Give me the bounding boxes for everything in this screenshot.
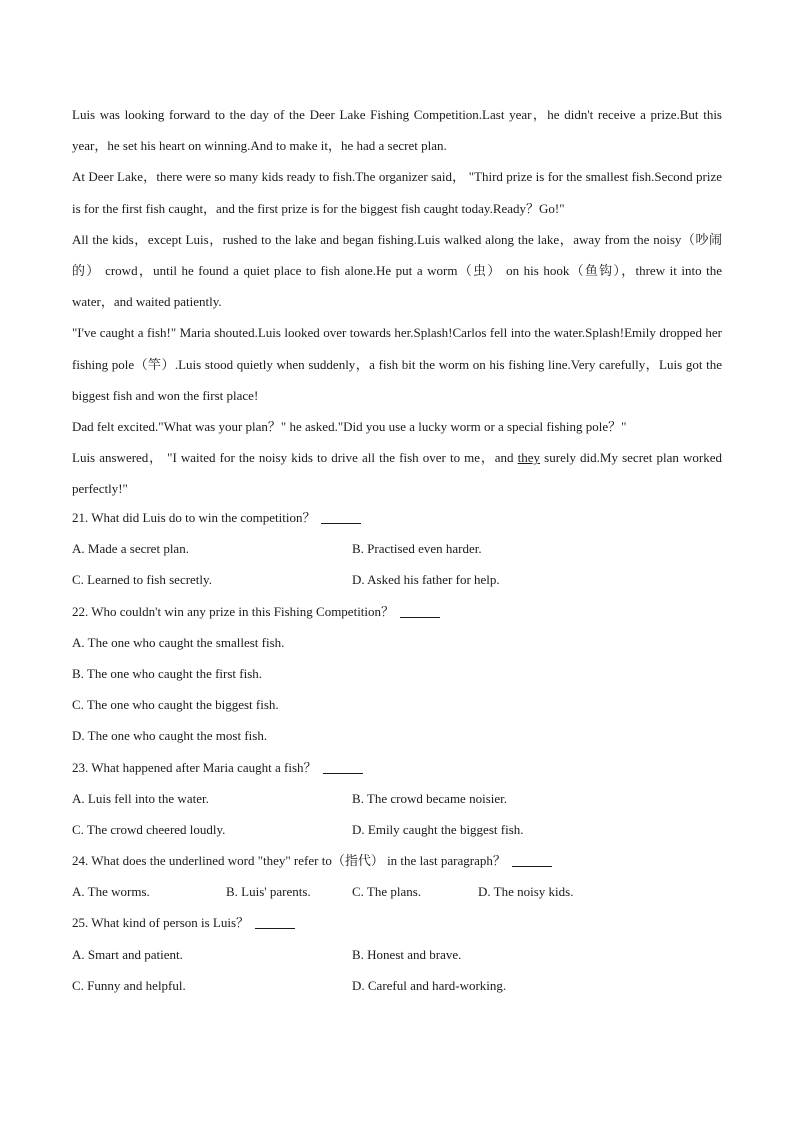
option-c: C. The crowd cheered loudly.	[72, 821, 226, 837]
option-c: C. Funny and helpful.	[72, 977, 186, 993]
paragraph-6-text-after: surely did.My secret plan worked perfectly!"	[72, 450, 722, 497]
option-d: D. The noisy kids.	[478, 884, 574, 900]
option-d: D. The one who caught the most fish.	[72, 728, 268, 744]
answer-blank	[255, 927, 295, 929]
option-d: D. Careful and hard-working.	[352, 977, 507, 993]
option-b: B. Luis' parents.	[226, 884, 311, 900]
option-a: A. Smart and patient.	[72, 946, 183, 962]
option-b: B. Practised even harder.	[352, 541, 482, 557]
question-22	[72, 596, 722, 627]
question-stem: 22. Who couldn't win any prize in this Fishing Competition？	[72, 603, 395, 619]
question-stem: 25. What kind of person is Luis？	[72, 915, 250, 931]
passage-paragraph-4: "I've caught a fish!" Maria shouted.Luis looked over towards her.Splash!Carlos fell into the water.Splash!Emily dropped her fishing pole（竿）.Luis stood quietly when suddenly，a fish bit the worm on his fishing line.Very carefully，Luis got the biggest fish and won the first place!	[72, 325, 722, 403]
passage-paragraph-1: Luis was looking forward to the day of the Deer Lake Fishing Competition.Last year，he didn't receive a prize.But this year，he set his heart on winning.And to make it，he had a secret plan.	[72, 107, 722, 154]
option-c: C. The one who caught the biggest fish.	[72, 697, 279, 713]
option-d: D. Asked his father for help.	[352, 572, 500, 588]
options-row	[72, 876, 722, 907]
options-row	[72, 564, 722, 595]
answer-blank	[321, 522, 361, 524]
option-b: B. Honest and brave.	[352, 946, 462, 962]
option-a: A. Made a secret plan.	[72, 541, 189, 557]
question-stem: 24. What does the underlined word "they" refer to（指代） in the last paragraph？	[72, 853, 506, 869]
question-list	[72, 502, 722, 1001]
option-b: B. The crowd became noisier.	[352, 790, 507, 806]
answer-blank	[512, 865, 552, 867]
option-d: D. Emily caught the biggest fish.	[352, 821, 524, 837]
answer-blank	[400, 616, 440, 618]
options-row	[72, 783, 722, 814]
option-c: C. Learned to fish secretly.	[72, 572, 212, 588]
question-stem: 21. What did Luis do to win the competition？	[72, 510, 316, 525]
options-row	[72, 939, 722, 970]
option-a: A. The worms.	[72, 884, 150, 900]
answer-blank	[323, 772, 363, 774]
passage-paragraph-5: Dad felt excited."What was your plan？" he asked."Did you use a lucky worm or a special fishing pole？"	[72, 419, 627, 435]
question-stem: 23. What happened after Maria caught a fish？	[72, 759, 317, 775]
question-23	[72, 752, 722, 783]
paragraph-6-text-before: Luis answered， "I waited for the noisy kids to drive all the fish over to me，and	[72, 450, 518, 466]
option-a: A. Luis fell into the water.	[72, 790, 209, 806]
reading-passage	[72, 99, 722, 505]
option-b: B. The one who caught the first fish.	[72, 665, 263, 681]
question-21	[72, 502, 722, 533]
passage-paragraph-6	[72, 442, 722, 504]
passage-paragraph-2: At Deer Lake，there were so many kids ready to fish.The organizer said， "Third prize is for the smallest fish.Second prize is for the first fish caught，and the first prize is for the biggest fish caught today.Ready？Go!"	[72, 169, 722, 216]
options-row	[72, 970, 722, 1001]
question-25	[72, 907, 722, 938]
option-c: C. The plans.	[352, 884, 422, 900]
options-row	[72, 533, 722, 564]
question-24	[72, 845, 722, 876]
underlined-word: they	[517, 450, 541, 466]
passage-paragraph-3: All the kids，except Luis，rushed to the lake and began fishing.Luis walked along the lake，away from the noisy（吵闹的） crowd，until he found a quiet place to fish alone.He put a worm（虫） on his hook（鱼钩），threw it into the water，and waited patiently.	[72, 231, 722, 310]
options-row	[72, 814, 722, 845]
option-a: A. The one who caught the smallest fish.	[72, 634, 285, 650]
